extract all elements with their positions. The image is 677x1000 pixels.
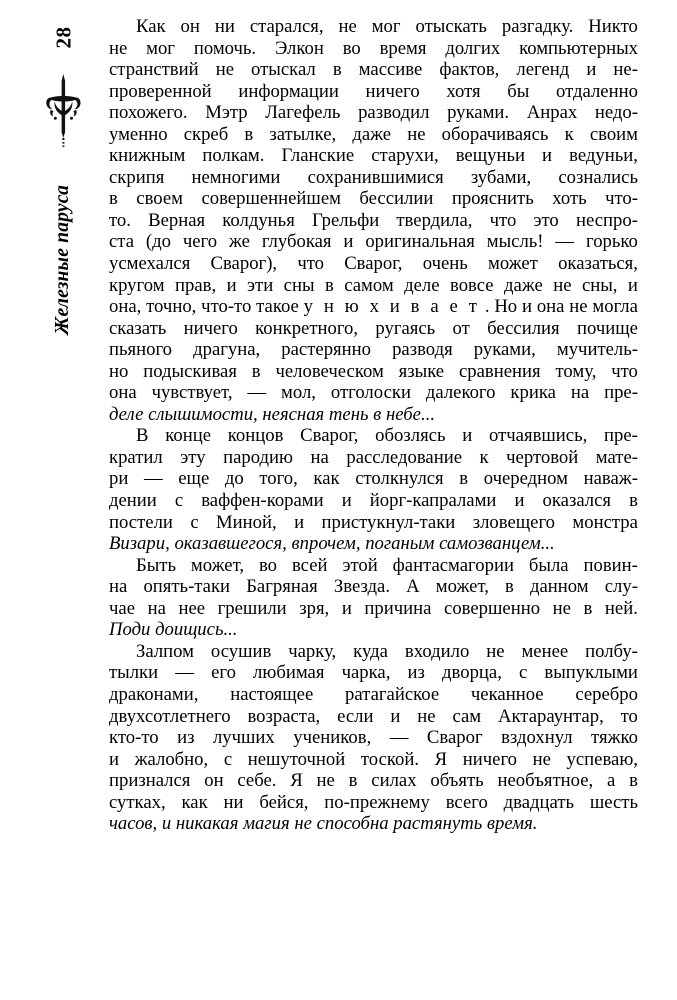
text-line: признался он себе. Я не в силах объять необъятное, а в [109, 770, 638, 792]
text-line: деле слышимости, неясная тень в небе... [109, 403, 435, 425]
text-line: сутках, как ни бейся, по-прежнему всего двадцать шесть [109, 791, 638, 813]
text-line: дении с ваффен-корами и йорг-капралами и оказался в [109, 490, 638, 512]
text-line: кто-то из лучших учеников, — Сварог вздохнул тяжко [109, 727, 638, 749]
text-line: драконами, настоящее ратагайское чеканное серебро [109, 683, 638, 705]
text-line: книжным полкам. Гланские старухи, вещуньи и ведуньи, [109, 145, 638, 167]
page-number-text: 28 [51, 26, 76, 48]
paragraph-3 [109, 555, 638, 641]
text-line: постели с Миной, и пристукнул-таки зловещего монстра [109, 511, 638, 533]
text-line: но подыскивая в человеческом языке сравнения тому, что [109, 360, 638, 382]
text-line: не мог помочь. Элкон во время долгих компьютерных [109, 37, 638, 59]
text-line: Как он ни старался, не мог отыскать разгадку. Никто [136, 16, 638, 37]
paragraph-2 [109, 425, 638, 554]
left-margin [0, 0, 105, 1000]
text-line: уменно скреб в затылке, даже не оборачиваясь к своим [109, 123, 638, 145]
text-line: похожего. Мэтр Лагефель разводил руками. Анрах недо- [109, 102, 638, 124]
text-line: в своем совершеннейшем бессилии прояснить хоть что- [109, 188, 638, 210]
text-line: Визари, оказавшегося, впрочем, поганым самозванцем... [109, 533, 555, 555]
paragraph-1 [109, 16, 638, 425]
page-number [36, 14, 92, 60]
text-line: странствий не отыскал в массиве фактов, легенд и не- [109, 59, 638, 81]
text-line: и жалобно, с нешуточной тоской. Я ничего не успеваю, [109, 748, 638, 770]
emphasis-letterspaced: у н ю х и в а е т [303, 296, 480, 318]
text-line: Поди доищись... [109, 619, 238, 641]
text-line: двухсотлетнего возраста, если и не сам Актараунтар, то [109, 705, 638, 727]
text-line: пьяного драгуна, растерянно разводя руками, мучитель- [109, 339, 638, 361]
text-line: ста (до чего же глубокая и оригинальная мысль! — горько [109, 231, 638, 253]
running-head [30, 150, 96, 370]
text-line: кругом прав, и эти сны в самом деле вовсе даже не сны, и [109, 274, 638, 296]
text-line: сказать ничего конкретного, ругаясь от бессилия почище [109, 317, 638, 339]
text-line: на опять-таки Багряная Звезда. А может, в данном слу- [109, 576, 638, 598]
paragraph-4 [109, 641, 638, 835]
text-line: Залпом осушив чарку, куда входило не менее полбу- [136, 640, 638, 662]
text-line: часов, и никакая магия не способна растянуть время. [109, 813, 538, 835]
text-line: В конце концов Сварог, обозлясь и отчаявшись, пре- [136, 425, 638, 447]
text-line: она чувствует, — мол, отголоски далекого крика на пре- [109, 382, 638, 404]
text-line: скрипя немногими сохранившимися зубами, сознались [109, 166, 638, 188]
text-line: усмехался Сварог), что Сварог, очень может оказаться, [109, 253, 638, 275]
text-line: проверенной информации ничего хотя бы отдаленно [109, 80, 638, 102]
running-head-text: Железные паруса [52, 185, 74, 335]
sword-ornament-icon [42, 72, 86, 148]
text-line: кратил эту пародию на расследование к чертовой мате- [109, 446, 638, 468]
text-line: Быть может, во всей этой фантасмагории была повин- [136, 554, 638, 576]
text-block [109, 16, 638, 835]
text-line: ри — еще до того, как столкнулся в очередном наваж- [109, 468, 638, 490]
text-line: чае на нее грешили зря, и причина совершенно не в ней. [109, 597, 638, 619]
text-line: тылки — его любимая чарка, из дворца, с выпуклыми [109, 662, 638, 684]
text-line: то. Верная колдунья Грельфи твердила, что это неспро- [109, 209, 638, 231]
text-line: она, точно, что-то такое у н ю х и в а е т . Но и она не могла [109, 296, 638, 318]
